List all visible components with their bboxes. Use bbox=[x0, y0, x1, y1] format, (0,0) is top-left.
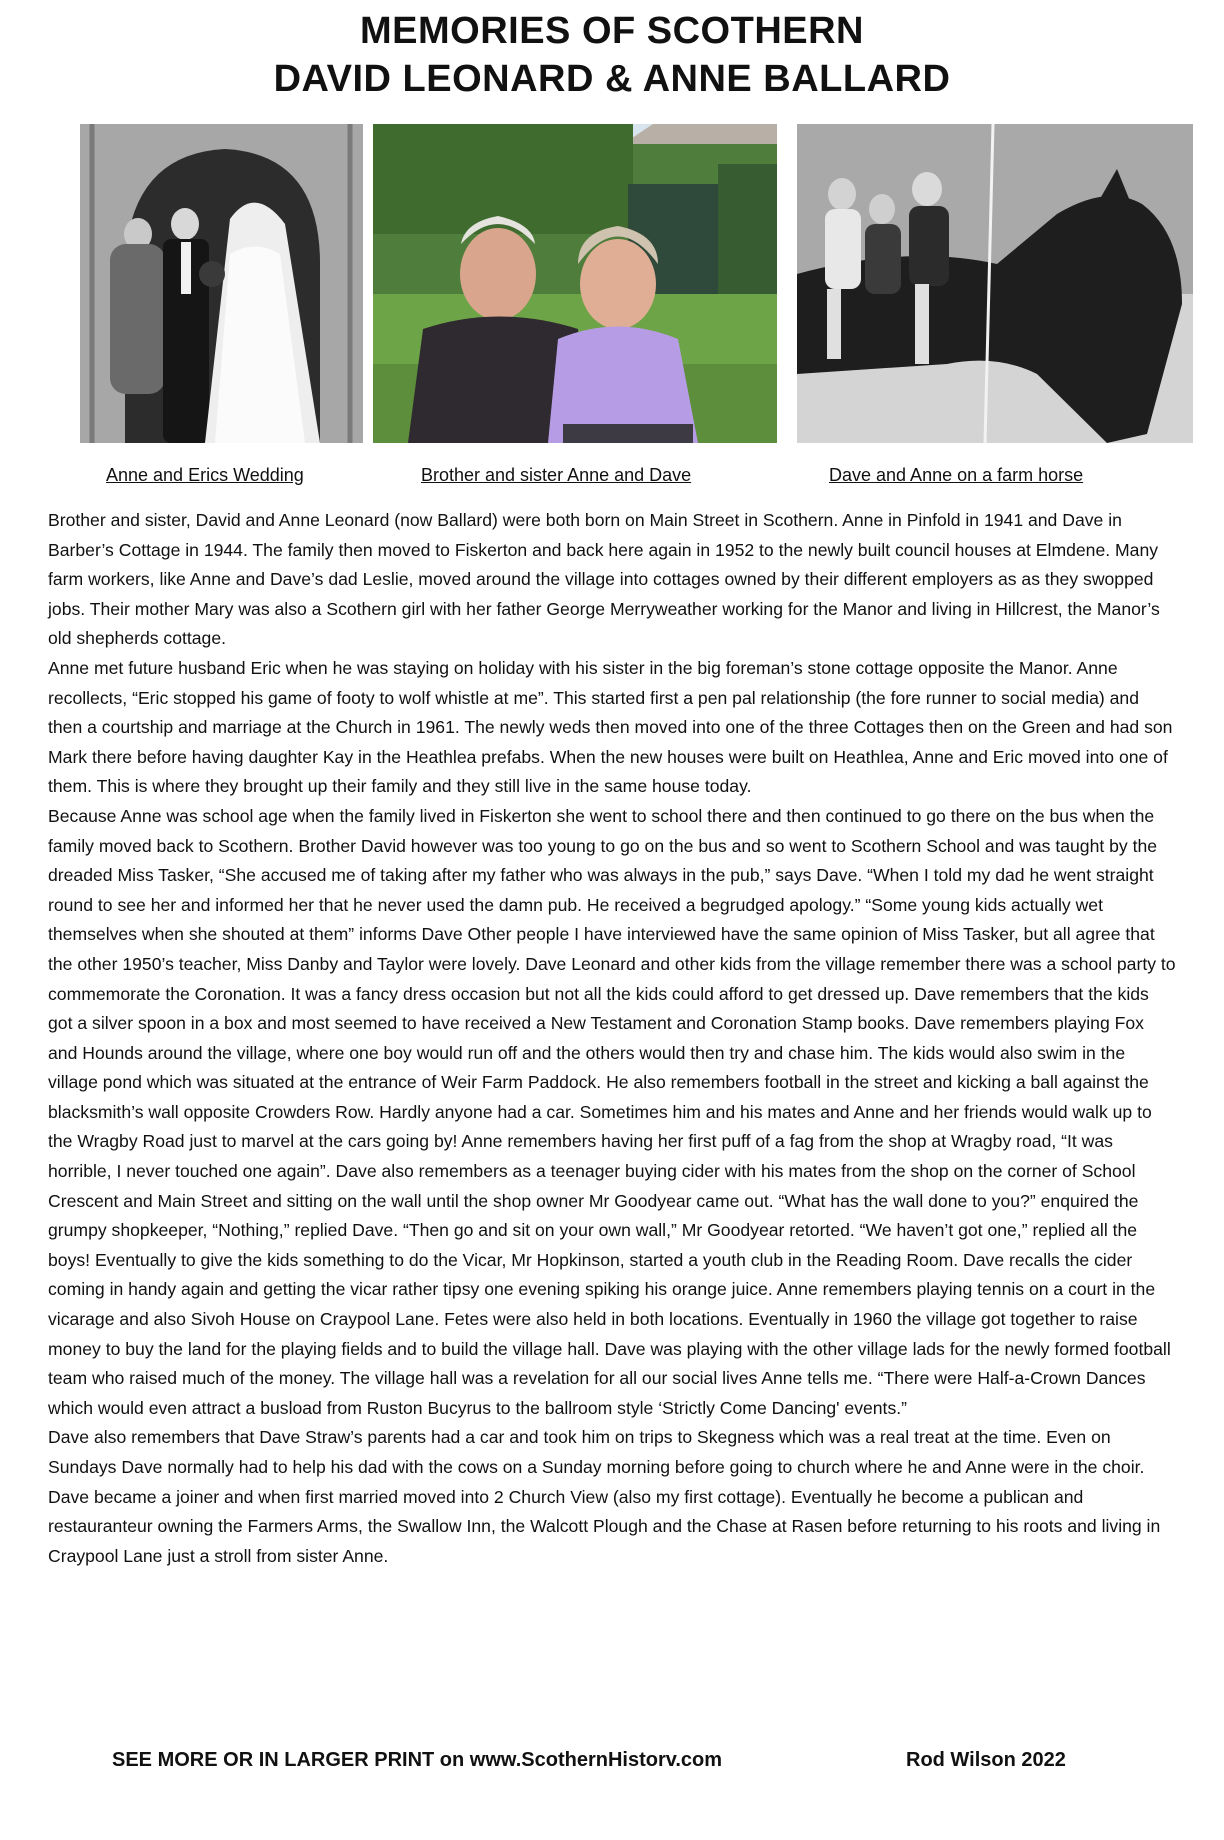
photo-caption-horse: Dave and Anne on a farm horse bbox=[829, 465, 1084, 485]
page-subtitle: DAVID LEONARD & ANNE BALLARD bbox=[273, 58, 951, 100]
photo-caption-wedding: Anne and Erics Wedding bbox=[106, 465, 304, 485]
article-paragraph: Anne met future husband Eric when he was staying on holiday with his sister in the big foreman’s stone cottage opposite the Manor. Anne recollects, “Eric stopped his game of footy to wolf whistle at me”. This started first a pen pal relationship (the fore runner to social media) and then a courtship and marriage at the Church in 1961. The newly weds then moved into one of the three Cottages then on the Green and had son Mark there before having daughter Kay in the Heathlea prefabs. When the new houses were built on Heathlea, Anne and Eric moved into one of them. This is where they brought up their family and they still live in the same house today. bbox=[48, 657, 1173, 797]
article-paragraph: Dave became a joiner and when first married moved into 2 Church View (also my first cottage). Eventually he become a publican and restauranteur owning the Farmers Arms, the Swallow Inn, the Walcott Plough and the Chase at Rasen before returning to his roots and living in Craypool Lane just a stroll from sister Anne. bbox=[48, 1486, 1161, 1566]
website-link[interactable]: SEE MORE OR IN LARGER PRINT on www.ScothernHistorv.com bbox=[112, 1749, 723, 1771]
siblings-photo bbox=[373, 124, 777, 443]
photo-caption-siblings: Brother and sister Anne and Dave bbox=[421, 465, 692, 485]
author-credit: Rod Wilson 2022 bbox=[906, 1749, 1066, 1771]
horse-photo bbox=[797, 124, 1193, 443]
article-paragraph: Because Anne was school age when the family lived in Fiskerton she went to school there and then continued to go there on the bus when the family moved back to Scothern. Brother David however was too young to go on the bus and so went to Scothern School and was taught by the dreaded Miss Tasker, “She accused me of taking after my father who was always in the pub,” says Dave. “When I told my dad he went straight round to see her and informed her that he never used the damn pub. He received a begrudged apology.” “Some young kids actually wet themselves when she shouted at them” informs Dave Other people I have interviewed have the same opinion of Miss Tasker, but all agree that the other 1950’s teacher, Miss Danby and Taylor were lovely. Dave Leonard and other kids from the village remember there was a school party to commemorate the Coronation. It was a fancy dress occasion but not all the kids could afford to get dressed up. Dave remembers that the kids got a silver spoon in a box and most seemed to have received a New Testament and Coronation Stamp books. Dave remembers playing Fox and Hounds around the village, where one boy would run off and the others would then try and chase him. The kids would also swim in the village pond which was situated at the entrance of Weir Farm Paddock. He also remembers football in the street and kicking a ball against the blacksmith’s wall opposite Crowders Row. Hardly anyone had a car. Sometimes him and his mates and Anne and her friends would walk up to the Wragby Road just to marvel at the cars going by! Anne remembers having her first puff of a fag from the shop at Wragby road, “It was horrible, I never touched one again”. Dave also remembers as a teenager buying cider with his mates from the shop on the corner of School Crescent and Main Street and sitting on the wall until the shop owner Mr Goodyear came out. “What has the wall done to you?” enquired the grumpy shopkeeper, “Nothing,” replied Dave. “Then go and sit on your own wall,” Mr Goodyear retorted. “We haven’t got one,” replied all the boys! Eventually to give the kids something to do the Vicar, Mr Hopkinson, started a youth club in the Reading Room. Dave recalls the cider coming in handy again and getting the vicar rather tipsy one evening spiking his orange juice. Anne remembers playing tennis on a court in the vicarage and also Sivoh House on Craypool Lane. Fetes were also held in both locations. Eventually in 1960 the village got together to raise money to buy the land for the playing fields and to build the village hall. Dave was playing with the other village lads for the newly formed football team who raised much of the money. The village hall was a revelation for all our social lives Anne tells me. “There were Half-a-Crown Dances which would even attract a busload from Ruston Bucyrus to the ballroom style ‘Strictly Come Dancing' events.” bbox=[48, 805, 1176, 1418]
article-paragraph: Brother and sister, David and Anne Leonard (now Ballard) were both born on Main Street in Scothern. Anne in Pinfold in 1941 and Dave in Barber’s Cottage in 1944. The family then moved to Fiskerton and back here again in 1952 to the newly built council houses at Elmdene. Many farm workers, like Anne and Dave’s dad Leslie, moved around the village into cottages owned by their different employers as as they swopped jobs. Their mother Mary was also a Scothern girl with her father George Merryweather working for the Manor and living in Hillcrest, the Manor’s old shepherds cottage. bbox=[48, 510, 1160, 649]
wedding-photo bbox=[80, 124, 363, 443]
article-paragraph: Dave also remembers that Dave Straw’s parents had a car and took him on trips to Skegness which was a real treat at the time. Even on Sundays Dave normally had to help his dad with the cows on a Sunday morning before going to church where he and Anne were in the choir. bbox=[48, 1427, 1145, 1477]
page-title: MEMORIES OF SCOTHERN bbox=[359, 10, 865, 52]
article-body bbox=[48, 506, 1178, 1571]
